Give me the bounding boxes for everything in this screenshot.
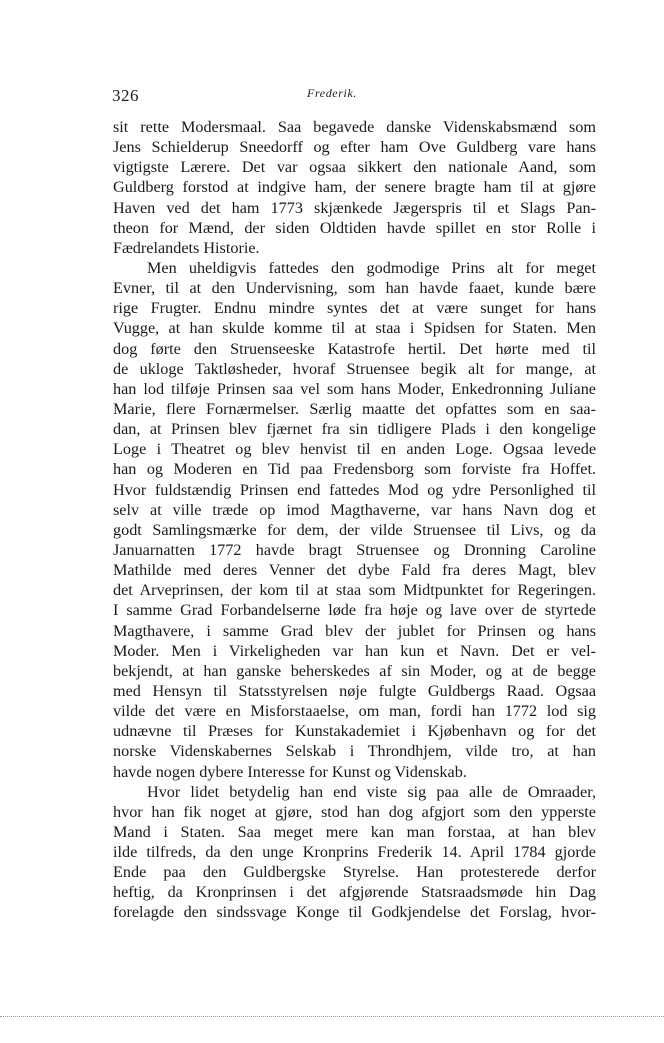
body-text <box>113 117 596 923</box>
text-line: Vugge, at han skulde komme til at staa i Spidsen for Staten. Men <box>113 319 596 338</box>
text-line: forelagde den sindssvage Konge til Godkjendelse det Forslag, hvor- <box>113 903 596 922</box>
text-line: Fædrelandets Historie. <box>113 238 260 257</box>
text-line: Jens Schielderup Sneedorff og efter ham Ove Guldberg vare hans <box>113 138 596 157</box>
text-line: Loge i Theatret og blev henvist til en anden Loge. Ogsaa levede <box>113 440 596 459</box>
text-line: Men uheldigvis fattedes den godmodige Prins alt for meget <box>147 258 596 277</box>
text-line: Evner, til at den Undervisning, som han havde faaet, kunde bære <box>113 279 596 298</box>
text-line: Haven ved det ham 1773 skjænkede Jægerspris til et Slags Pan- <box>113 198 596 217</box>
page-number: 326 <box>112 86 139 105</box>
running-head: Frederik. <box>307 86 357 100</box>
bottom-rule <box>0 1016 664 1017</box>
text-line: theon for Mænd, der siden Oldtiden havde spillet en stor Rolle i <box>113 218 596 237</box>
text-line: Hvor fuldstændig Prinsen end fattedes Mod og ydre Personlighed til <box>113 480 596 499</box>
text-line: det Arveprinsen, der kom til at staa som Midtpunktet for Regeringen. <box>113 581 596 600</box>
text-line: Ende paa den Guldbergske Styrelse. Han protesterede derfor <box>113 863 596 882</box>
text-line: vigtigste Lærere. Det var ogsaa sikkert den nationale Aand, som <box>113 158 596 177</box>
text-line: Marie, flere Fornærmelser. Særlig maatte det opfattes som en saa- <box>113 399 596 418</box>
text-line: Hvor lidet betydelig han end viste sig paa alle de Omraader, <box>147 782 596 801</box>
text-line: Januarnatten 1772 havde bragt Struensee og Dronning Caroline <box>113 540 596 559</box>
text-line: med Hensyn til Statsstyrelsen nøje fulgte Guldbergs Raad. Ogsaa <box>113 681 596 700</box>
text-line: ilde tilfreds, da den unge Kronprins Frederik 14. April 1784 gjorde <box>113 843 596 862</box>
text-line: dan, at Prinsen blev fjærnet fra sin tidligere Plads i den kongelige <box>113 420 596 439</box>
text-line: udnævne til Præses for Kunstakademiet i Kjøbenhavn og for det <box>113 722 596 741</box>
text-line: dog førte den Struenseeske Katastrofe hertil. Det hørte med til <box>113 339 596 358</box>
text-line: rige Frugter. Endnu mindre syntes det at være sunget for hans <box>113 299 596 318</box>
text-line: de ukloge Taktløsheder, hvoraf Struensee begik alt for mange, at <box>113 359 596 378</box>
text-line: sit rette Modersmaal. Saa begavede danske Videnskabsmænd som <box>113 118 596 136</box>
text-line: havde nogen dybere Interesse for Kunst og Videnskab. <box>113 762 467 781</box>
text-line: han lod tilføje Prinsen saa vel som hans Moder, Enkedronning Juliane <box>113 379 596 398</box>
text-line: I samme Grad Forbandelserne løde fra høje og lave over de styrtede <box>113 601 596 620</box>
text-line: Moder. Men i Virkeligheden var han kun et Navn. Det er vel- <box>113 641 596 660</box>
text-line: bekjendt, at han ganske beherskedes af sin Moder, og at de begge <box>113 661 596 680</box>
text-line: vilde det være en Misforstaaelse, om man, fordi han 1772 lod sig <box>113 702 596 721</box>
text-line: hvor han fik noget at gjøre, stod han dog afgjort som den ypperste <box>113 802 596 821</box>
text-line: Mand i Staten. Saa meget mere kan man forstaa, at han blev <box>113 822 596 841</box>
text-line: Guldberg forstod at indgive ham, der senere bragte ham til at gjøre <box>113 178 596 197</box>
text-line: han og Moderen en Tid paa Fredensborg som forviste fra Hoffet. <box>113 460 596 479</box>
text-line: heftig, da Kronprinsen i det afgjørende Statsraadsmøde hin Dag <box>113 883 596 902</box>
text-line: Mathilde med deres Venner det dybe Fald fra deres Magt, blev <box>113 561 596 580</box>
text-line: godt Samlingsmærke for dem, der vilde Struensee til Livs, og da <box>113 520 596 539</box>
text-line: norske Videnskabernes Selskab i Throndhjem, vilde tro, at han <box>113 742 596 761</box>
text-line: selv at ville træde op imod Magthaverne, var hans Navn dog et <box>113 500 596 519</box>
text-line: Magthavere, i samme Grad blev der jublet for Prinsen og hans <box>113 621 596 640</box>
